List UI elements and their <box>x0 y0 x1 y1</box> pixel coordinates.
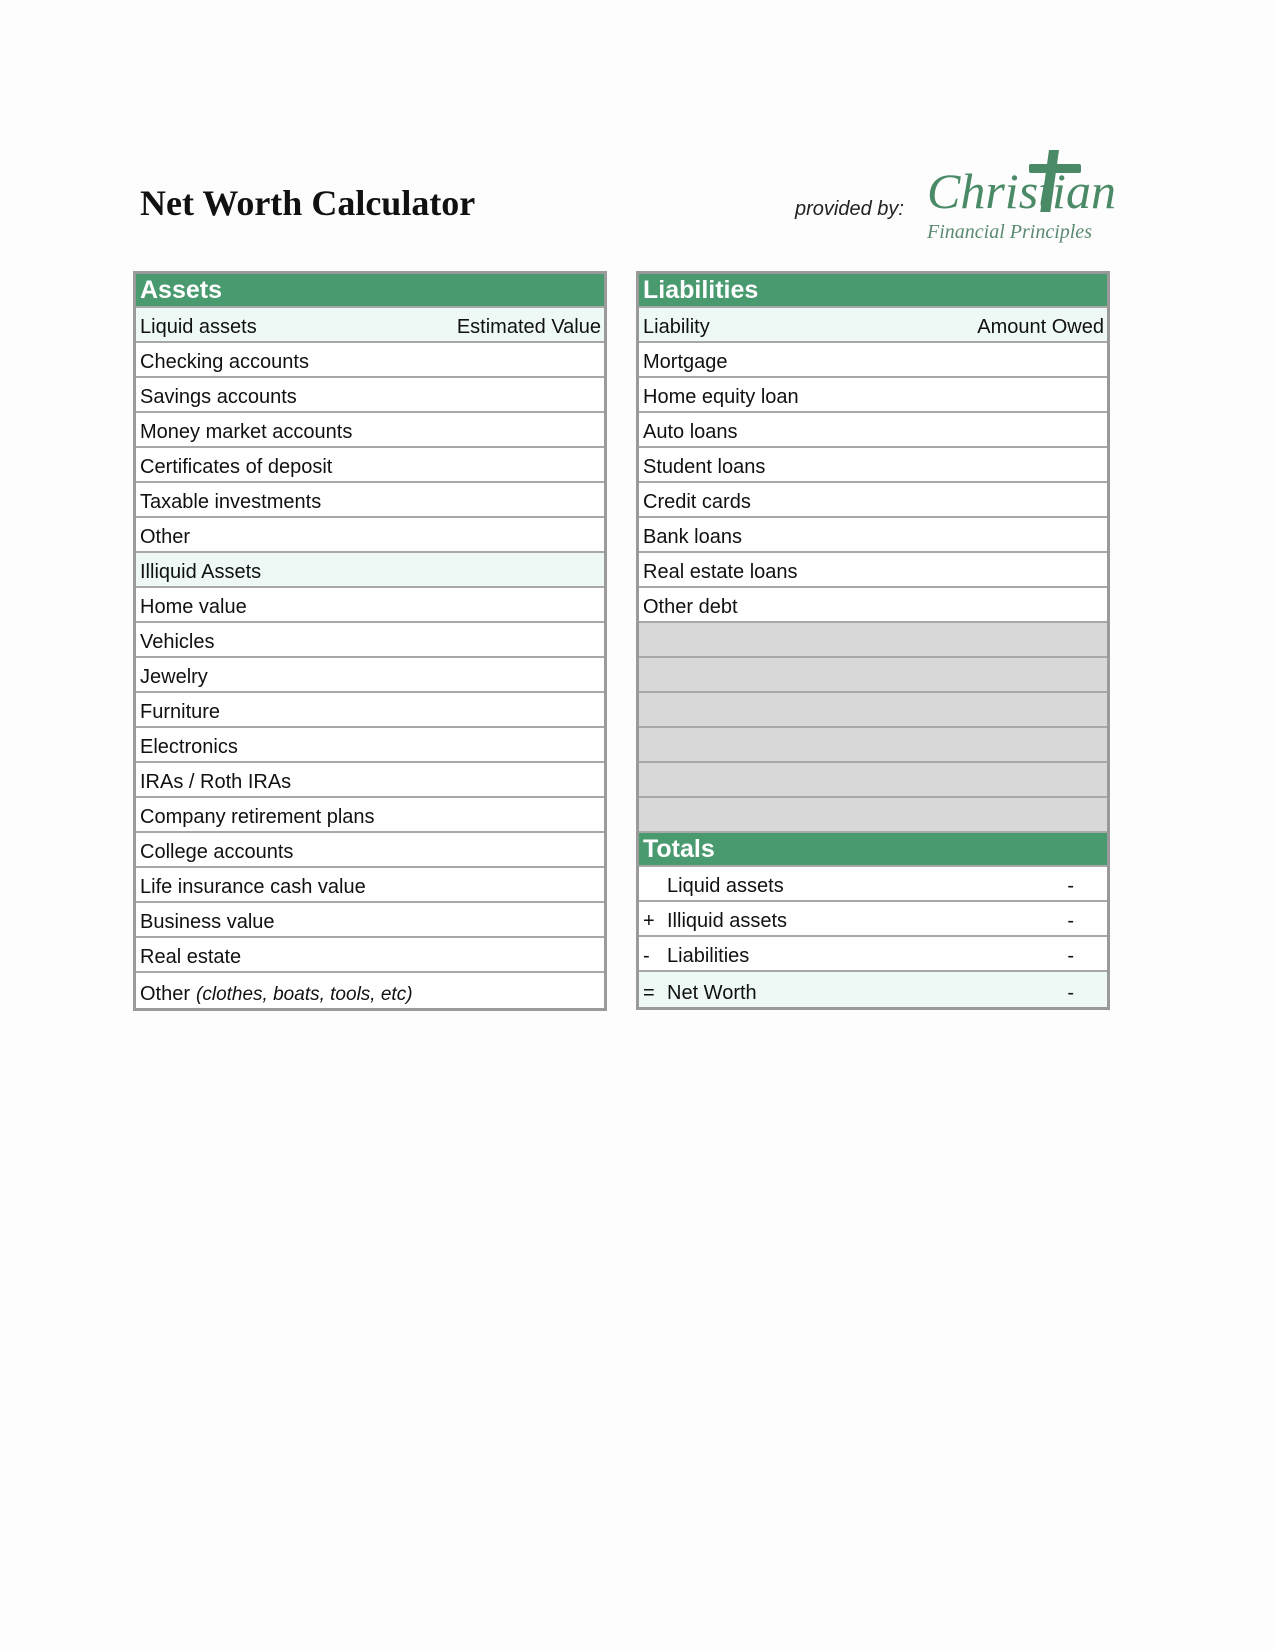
asset-label: Business value <box>140 911 275 933</box>
asset-label: Company retirement plans <box>140 806 375 828</box>
asset-label: Other <box>140 526 191 548</box>
asset-row-company-retirement[interactable] <box>136 798 604 833</box>
amount-owed-label: Amount Owed <box>977 316 1104 338</box>
asset-label: Vehicles <box>140 631 215 653</box>
asset-row-life-insurance[interactable] <box>136 868 604 903</box>
liability-row-other-debt[interactable] <box>639 588 1107 623</box>
assets-panel <box>133 271 607 1011</box>
total-row-illiquid <box>639 902 1107 937</box>
liability-subheader <box>639 308 1107 343</box>
total-row-liabilities <box>639 937 1107 972</box>
liability-label: Liability <box>643 316 710 338</box>
asset-row-checking[interactable] <box>136 343 604 378</box>
asset-row-cds[interactable] <box>136 448 604 483</box>
liability-row-blank <box>639 693 1107 728</box>
christian-financial-principles-logo <box>925 150 1120 260</box>
logo-wordmark: Christian <box>927 163 1116 219</box>
liability-item-label: Real estate loans <box>643 561 798 583</box>
liquid-assets-subheader <box>136 308 604 343</box>
net-worth-label: Net Worth <box>667 982 757 1004</box>
net-worth-value: - <box>1067 982 1074 1004</box>
asset-label: Electronics <box>140 736 238 758</box>
asset-label: Checking accounts <box>140 351 309 373</box>
total-label: Illiquid assets <box>667 910 788 932</box>
asset-label: Savings accounts <box>140 386 297 408</box>
liability-row-mortgage[interactable] <box>639 343 1107 378</box>
asset-label: Other <box>140 983 191 1005</box>
total-operator: + <box>643 910 655 932</box>
total-row-net-worth <box>639 972 1107 1007</box>
total-row-liquid <box>639 867 1107 902</box>
total-value: - <box>1067 875 1074 897</box>
liability-item-label: Bank loans <box>643 526 742 548</box>
page-title: Net Worth Calculator <box>140 183 476 223</box>
asset-label: Furniture <box>140 701 221 723</box>
asset-row-home-value[interactable] <box>136 588 604 623</box>
asset-row-taxable-investments[interactable] <box>136 483 604 518</box>
liability-row-credit-cards[interactable] <box>639 483 1107 518</box>
asset-label: Money market accounts <box>140 421 353 443</box>
asset-row-other-illiquid[interactable] <box>136 973 604 1008</box>
liability-item-label: Credit cards <box>643 491 751 513</box>
liability-row-blank <box>639 798 1107 833</box>
liability-row-blank <box>639 623 1107 658</box>
liability-item-label: Mortgage <box>643 351 728 373</box>
liability-row-blank <box>639 658 1107 693</box>
asset-row-savings[interactable] <box>136 378 604 413</box>
asset-note: (clothes, boats, tools, etc) <box>196 984 413 1005</box>
logo-tagline: Financial Principles <box>927 221 1092 243</box>
asset-label: IRAs / Roth IRAs <box>140 771 292 793</box>
illiquid-assets-subheader <box>136 553 604 588</box>
liabilities-panel <box>636 271 1110 1010</box>
asset-row-jewelry[interactable] <box>136 658 604 693</box>
asset-row-furniture[interactable] <box>136 693 604 728</box>
liability-row-bank-loans[interactable] <box>639 518 1107 553</box>
assets-header: Assets <box>136 274 604 308</box>
asset-label: Home value <box>140 596 247 618</box>
asset-row-iras[interactable] <box>136 763 604 798</box>
asset-row-electronics[interactable] <box>136 728 604 763</box>
asset-row-real-estate[interactable] <box>136 938 604 973</box>
totals-header: Totals <box>639 833 1107 867</box>
asset-row-business-value[interactable] <box>136 903 604 938</box>
liability-row-real-estate-loans[interactable] <box>639 553 1107 588</box>
asset-row-money-market[interactable] <box>136 413 604 448</box>
illiquid-assets-label: Illiquid Assets <box>140 561 262 583</box>
liability-item-label: Auto loans <box>643 421 738 443</box>
asset-row-college-accounts[interactable] <box>136 833 604 868</box>
total-label: Liquid assets <box>667 875 784 897</box>
liability-row-blank <box>639 763 1107 798</box>
liability-row-auto-loans[interactable] <box>639 413 1107 448</box>
provided-by-label: provided by: <box>795 198 904 220</box>
liabilities-header: Liabilities <box>639 274 1107 308</box>
liability-row-home-equity[interactable] <box>639 378 1107 413</box>
asset-label: Taxable investments <box>140 491 322 513</box>
asset-row-other-liquid[interactable] <box>136 518 604 553</box>
asset-row-vehicles[interactable] <box>136 623 604 658</box>
asset-label: Life insurance cash value <box>140 876 366 898</box>
liability-row-student-loans[interactable] <box>639 448 1107 483</box>
asset-label: Jewelry <box>140 666 208 688</box>
liability-item-label: Home equity loan <box>643 386 799 408</box>
estimated-value-label: Estimated Value <box>456 316 601 338</box>
liability-item-label: Student loans <box>643 456 766 478</box>
asset-label: Real estate <box>140 946 242 968</box>
liability-item-label: Other debt <box>643 596 738 618</box>
total-label: Liabilities <box>667 945 750 967</box>
liability-row-blank <box>639 728 1107 763</box>
total-operator: - <box>643 945 650 967</box>
total-operator: = <box>643 982 655 1004</box>
asset-label: Certificates of deposit <box>140 456 333 478</box>
total-value: - <box>1067 910 1074 932</box>
liquid-assets-label: Liquid assets <box>140 316 257 338</box>
asset-label: College accounts <box>140 841 294 863</box>
total-value: - <box>1067 945 1074 967</box>
